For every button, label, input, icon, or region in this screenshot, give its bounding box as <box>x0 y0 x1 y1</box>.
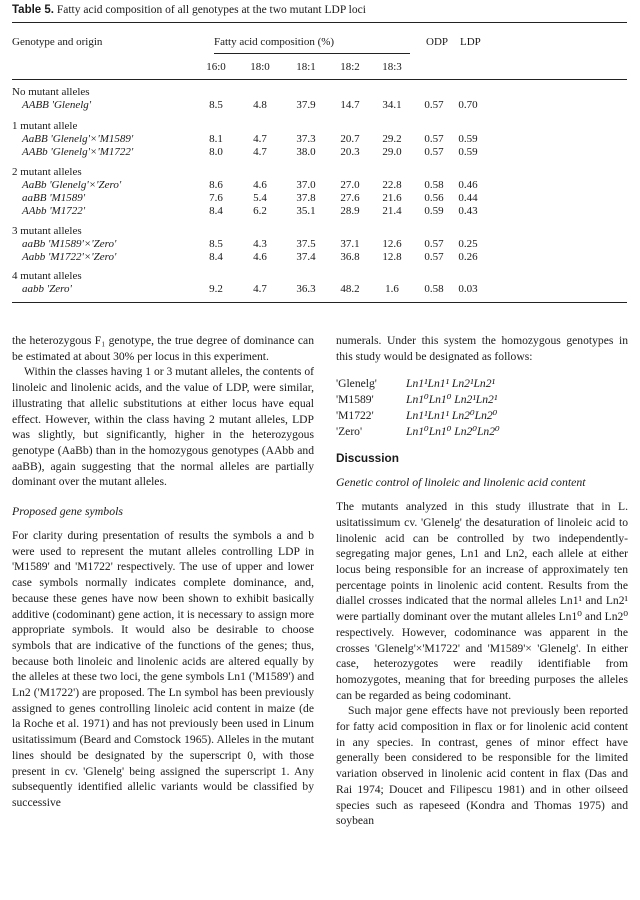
header-subrule <box>214 53 410 54</box>
table-cell: 6.2 <box>253 205 267 217</box>
designation-row <box>336 424 628 440</box>
table-caption: Fatty acid composition of all genotypes at the two mutant LDP loci <box>56 4 366 16</box>
table-cell: 4.7 <box>253 283 267 295</box>
table-cell: 4.3 <box>253 238 267 250</box>
column-header: 18:1 <box>296 61 316 73</box>
table-cell: 37.0 <box>296 179 316 191</box>
table-top-rule <box>12 22 627 23</box>
table-cell: 0.56 <box>424 192 444 204</box>
table-cell: 37.8 <box>296 192 316 204</box>
table-cell: 36.3 <box>296 283 316 295</box>
table-cell: 0.46 <box>458 179 478 191</box>
table-cell: 0.57 <box>424 133 444 145</box>
table-cell: 4.6 <box>253 179 267 191</box>
column-header: 18:0 <box>250 61 270 73</box>
row-genotype: aaBB 'M1589' <box>22 192 86 204</box>
section-heading-gene-symbols: Proposed gene symbols <box>12 504 123 519</box>
table-cell: 0.03 <box>458 283 478 295</box>
table-cell: 0.59 <box>458 146 478 158</box>
table-cell: 8.6 <box>209 179 223 191</box>
table-cell: 0.57 <box>424 99 444 111</box>
table-cell: 0.59 <box>458 133 478 145</box>
group-label: 2 mutant alleles <box>12 166 82 178</box>
table-cell: 4.7 <box>253 133 267 145</box>
table-cell: 27.6 <box>340 192 360 204</box>
table-cell: 28.9 <box>340 205 360 217</box>
table-cell: 5.4 <box>253 192 267 204</box>
group-label: 4 mutant alleles <box>12 270 82 282</box>
designation-name: 'M1722' <box>336 408 374 422</box>
column-header: 18:3 <box>382 61 402 73</box>
designation-genotype: Ln1¹Ln1¹ Ln2¹Ln2¹ <box>406 377 495 391</box>
table-cell: 0.57 <box>424 238 444 250</box>
table-cell: 8.5 <box>209 99 223 111</box>
table-cell: 29.0 <box>382 146 402 158</box>
column-header: 16:0 <box>206 61 226 73</box>
header-genotype: Genotype and origin <box>12 36 103 48</box>
group-label: No mutant alleles <box>12 86 90 98</box>
table-cell: 8.4 <box>209 251 223 263</box>
designation-name: 'Glenelg' <box>336 377 377 391</box>
left-paragraph-2: Within the classes having 1 or 3 mutant alleles, the contents of linoleic and linolenic acids, and the value of LDP, were similar, illustrating that allelic substitutions at either locus have equal effect. However, within the class having 2 mutant alleles, LDP was slightly, but significantly, higher in the heterozygous genotype (AaBb) than in the homozygous genotypes (AAbb and aaBB), again suggesting that the normal alleles are partially dominant over the mutant alleles. <box>12 365 314 489</box>
table-cell: 21.6 <box>382 192 402 204</box>
right-paragraph-3: Such major gene effects have not previously been reported for fatty acid composition in flax or for linolenic acid content in any species. In contrast, genes of minor effect have generally been considered to be responsible for the limited variation observed in linolenic acid content in flax (Das and Rai 1974; Doucet and Filipescu 1981) and in other oilseed species such as rapeseed (Kondra and Thomas 1975) and soybean <box>336 704 628 828</box>
designation-row <box>336 408 628 424</box>
section-heading-discussion: Discussion <box>336 451 399 466</box>
right-paragraph-2: The mutants analyzed in this study illustrate that in L. usitatissimum cv. 'Glenelg' the desaturation of linoleic acid to linolenic acid can be controlled by two independently-segregating major genes, Ln1 and Ln2, each allele at either locus being responsible for an increase of approximately ten percentage points in linolenic acid content. Results from the diallel crosses indicated that the normal alleles Ln1¹ and Ln2¹ were partially dominant over the mutant alleles Ln1⁰ and Ln2⁰ respectively. However, codominance was apparent in the crosses 'Glenelg'×'M1722' and 'M1589'× 'Glenelg'. In either case, heterozygotes were readily identifiable from homozygotes, meaning that for breeding purposes the alleles can be regarded as being codominant. <box>336 500 628 702</box>
table-cell: 8.5 <box>209 238 223 250</box>
table-cell: 0.59 <box>424 205 444 217</box>
table-cell: 37.5 <box>296 238 316 250</box>
table-cell: 0.58 <box>424 283 444 295</box>
row-genotype: AABB 'Glenelg' <box>22 99 92 111</box>
group-label: 3 mutant alleles <box>12 225 82 237</box>
table-cell: 9.2 <box>209 283 223 295</box>
header-ldp: LDP <box>460 36 481 48</box>
row-genotype: AAbb 'M1722' <box>22 205 86 217</box>
column-header: 18:2 <box>340 61 360 73</box>
table-cell: 48.2 <box>340 283 360 295</box>
table-cell: 36.8 <box>340 251 360 263</box>
header-odp: ODP <box>426 36 449 48</box>
table-cell: 38.0 <box>296 146 316 158</box>
table-cell: 4.6 <box>253 251 267 263</box>
table-cell: 7.6 <box>209 192 223 204</box>
row-genotype: aabb 'Zero' <box>22 283 72 295</box>
right-paragraph-1: numerals. Under this system the homozygous genotypes in this study would be designated as follows: <box>336 334 628 363</box>
table-cell: 12.6 <box>382 238 402 250</box>
designation-genotype: Ln1⁰Ln1⁰ Ln2⁰Ln2⁰ <box>406 424 500 438</box>
table-cell: 21.4 <box>382 205 402 217</box>
table-cell: 29.2 <box>382 133 402 145</box>
table-title <box>12 4 366 16</box>
group-label: 1 mutant allele <box>12 120 78 132</box>
table-cell: 37.1 <box>340 238 360 250</box>
table-cell: 20.7 <box>340 133 360 145</box>
table-cell: 0.58 <box>424 179 444 191</box>
table-cell: 0.57 <box>424 251 444 263</box>
right-column <box>336 333 628 829</box>
table-cell: 37.9 <box>296 99 316 111</box>
header-bottom-rule <box>12 79 627 80</box>
row-genotype: AaBb 'Glenelg'×'Zero' <box>22 179 122 191</box>
table-cell: 12.8 <box>382 251 402 263</box>
table-cell: 37.3 <box>296 133 316 145</box>
table-cell: 20.3 <box>340 146 360 158</box>
table-cell: 0.43 <box>458 205 478 217</box>
table-cell: 0.57 <box>424 146 444 158</box>
table-cell: 22.8 <box>382 179 402 191</box>
row-genotype: Aabb 'M1722'×'Zero' <box>22 251 117 263</box>
table-cell: 8.0 <box>209 146 223 158</box>
table-cell: 37.4 <box>296 251 316 263</box>
table-number: Table 5. <box>12 4 54 16</box>
subheading-genetic-control: Genetic control of linoleic and linolenic acid content <box>336 475 586 490</box>
left-paragraph-3: For clarity during presentation of results the symbols a and b were used to represent the mutant alleles controlling LDP in 'M1589' and 'M1722' respectively. The use of upper and lower case symbols normally indicates complete dominance, and, because these genes have now been shown to exhibit basically additive (codominant) gene action, it is necessary to assign more appropriate symbols. It would also be desirable to choose symbols that are indicative of the functions of the genes; thus, because both linoleic and linolenic acids are altered equally by the alleles at these two loci, the gene symbols Ln1 ('M1589') and Ln2 ('M1722') are proposed. The Ln symbol has been previously assigned to genes controlling linoleic acid content in maize (de la Roche et al. 1971) and has not previously been used in Linum usitatissimum (Beard and Comstock 1965). Alleles in the mutant lines should be designated by the superscript 0, with those present in cv. 'Glenelg' being assigned the superscript 1. Any subsequently identified allelic variants would be classified by successive <box>12 529 314 809</box>
header-fatty-acid: Fatty acid composition (%) <box>214 36 335 48</box>
designation-row <box>336 392 628 408</box>
table-cell: 27.0 <box>340 179 360 191</box>
designation-name: 'M1589' <box>336 393 374 407</box>
table-cell: 34.1 <box>382 99 402 111</box>
designation-genotype: Ln1⁰Ln1⁰ Ln2¹Ln2¹ <box>406 393 498 407</box>
table-cell: 35.1 <box>296 205 316 217</box>
table-bottom-rule <box>12 302 627 303</box>
table-cell: 4.7 <box>253 146 267 158</box>
table-cell: 8.1 <box>209 133 223 145</box>
designation-list <box>336 376 628 439</box>
left-column <box>12 333 314 811</box>
row-genotype: AaBB 'Glenelg'×'M1589' <box>22 133 134 145</box>
table-cell: 0.26 <box>458 251 478 263</box>
table-cell: 0.44 <box>458 192 478 204</box>
table-cell: 4.8 <box>253 99 267 111</box>
table-cell: 14.7 <box>340 99 360 111</box>
table-cell: 0.25 <box>458 238 478 250</box>
table-cell: 1.6 <box>385 283 399 295</box>
designation-genotype: Ln1¹Ln1¹ Ln2⁰Ln2⁰ <box>406 408 498 422</box>
left-paragraph-1: the heterozygous F₁ genotype, the true degree of dominance can be estimated at about 30% per locus in this experiment. <box>12 334 314 363</box>
designation-row <box>336 376 628 392</box>
table-cell: 8.4 <box>209 205 223 217</box>
row-genotype: AABb 'Glenelg'×'M1722' <box>22 146 134 158</box>
table-cell: 0.70 <box>458 99 478 111</box>
row-genotype: aaBb 'M1589'×'Zero' <box>22 238 117 250</box>
designation-name: 'Zero' <box>336 424 363 438</box>
